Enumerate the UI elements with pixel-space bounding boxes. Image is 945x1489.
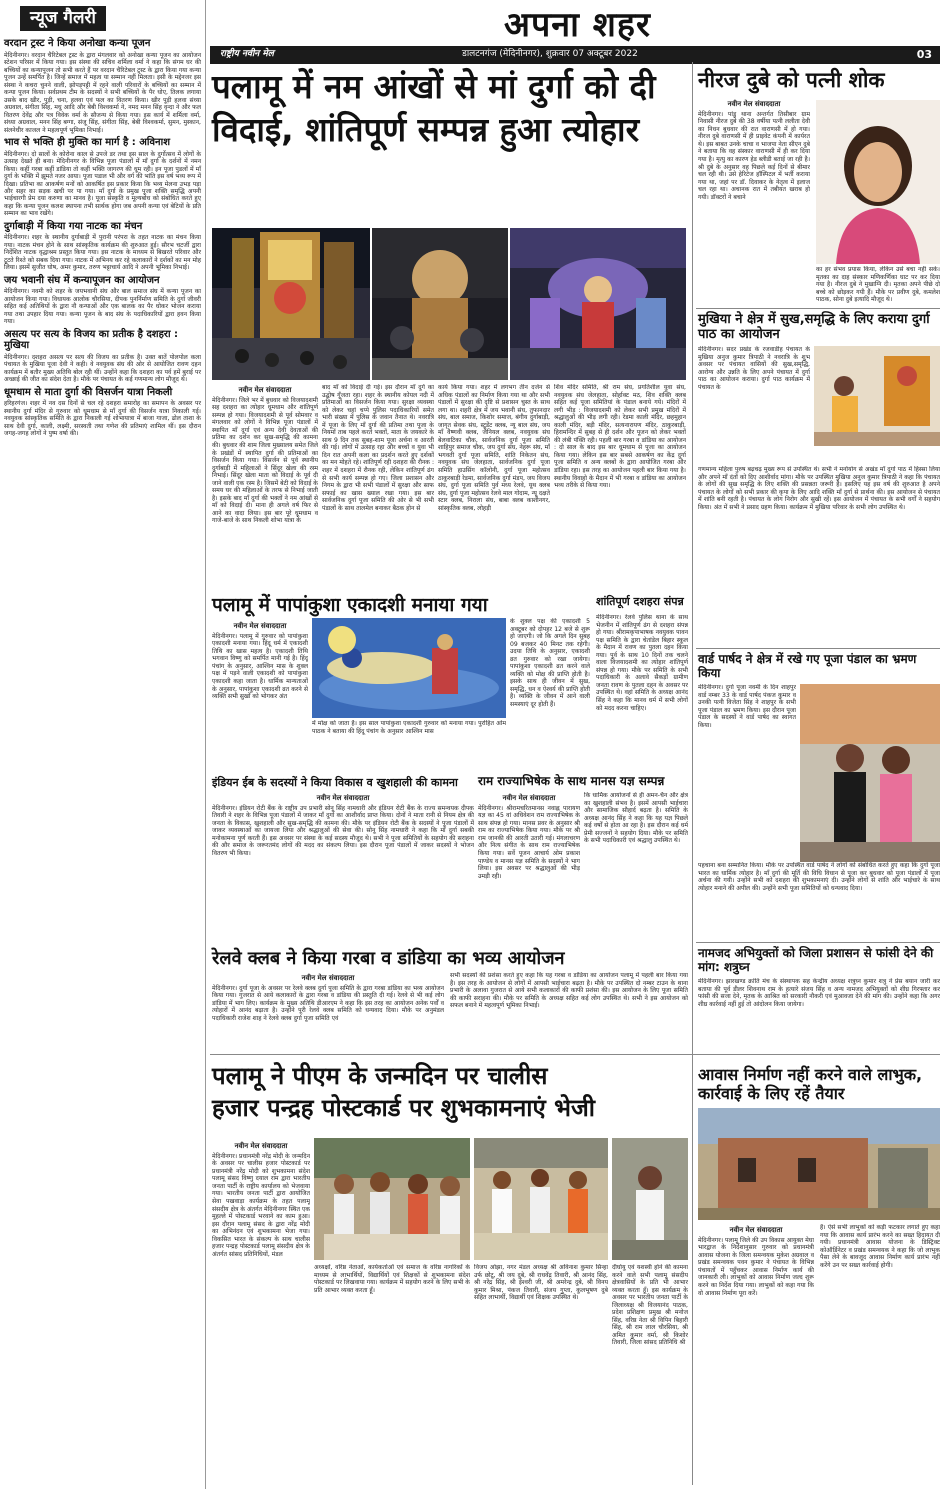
garba-headline: रेलवे क्लब ने किया गरबा व डांडिया का भव्य आयोजन xyxy=(212,948,565,969)
news-gallery-list xyxy=(4,38,201,437)
pm-text-4: दीर्घायु एवं यशस्वी होने की कामना करने वाले सभी पलामू संसदीय क्षेत्रवासियों के प्रति भी आभार व्यक्त करता हूँ। इस कार्यक्रम के अवसर पर भारतीय जनता पार्टी के जिलाध्यक्ष श्री विजयानंद पाठक, प्रदेश प्रशिक्षण प्रमुख श्री मनोज सिंह, वरिष्ठ नेता श्री विपिन बिहारी सिंह, श्री राम लाल चौरसिया, श्री अमित कुमार वर्मा, श्री किशोर तिवारी, जिला सांसद प्रतिनिधि श्री xyxy=(612,1264,688,1347)
naamzad-text: मेदिनीनगर। झारखण्ड क्रांति मंच के संस्थापक सह केन्द्रीय अध्यक्ष शत्रुघ्न कुमार शत्रु ने प्रेस बयान जारी कर बताया की पूर्व डीलर शिवनाथ राम के हत्यारे संजय सिंह व अन्य नामजद अभियुक्तों को शीघ्र गिरफ्तार कर फांसी की सजा देने, मृतक के आश्रित को सरकारी नौकरी एवं मुआवजा देने की मांग की। उन्होंने कहा कि अगर शीघ्र कार्रवाई नहीं हुई तो आंदोलन किया जायेगा। xyxy=(698,978,940,1008)
photo-durga-idol xyxy=(510,228,686,380)
papankusha-text-3: के शुक्ल पक्ष की एकादशी 5 अक्टूबर को दोपहर 12 बजे से शुरू हो जाएगी। जो कि अगले दिन सुबह 09 बजकर 40 मिनट तक रहेगी। उदया तिथि के अनुसार, एकादशी व्रत गुरुवार को रखा जायेगा। पापांकुशा एकादशी व्रत करने वाले व्यक्ति को मोक्ष की प्राप्ति होती है। इसके साथ ही जीवन में सुख, समृद्धि, धन व ऐश्वर्य की प्राप्ति होती है। व्यक्ति के जीवन में आने वाली समस्याएं दूर होती हैं। xyxy=(510,618,590,709)
garba-text-1: मेदिनीनगर। दुर्गा पूजा के अवसर पर रेलवे क्लब दुर्गा पूजा समिति के द्वारा गरबा डांडिया का भव्य आयोजन किया गया। गुजरात से आये कलाकारों के द्वारा गरबा व डांडिया की प्रस्तुति दी गई। रेलवे से भी कई लोग डांडिया में भाग लिए। कार्यक्रम के मुख्य अतिथि डीआरएम ने कहा कि इस तरह का आयोजन अनेक पर्वों व त्योहारों में आनंद बढ़ाता है। उन्होंने पूरी रेलवे क्लब समिति को धन्यवाद दिया। मौके पर अनुमंडल पदाधिकारी राजेश शाह ने रेलवे क्लब दुर्गा पूजा समिति एवं xyxy=(212,984,444,1022)
ward-text-1: मेदिनीनगर। दुर्गा पूजा नवमी के दिन शाहपुर वार्ड नम्बर 33 के वार्ड पार्षद पंकज कुमार व उनकी पत्नी विजेता सिंह ने शाहपुर के सभी पूजा पंडाल का भ्रमण किया। इस दौरान पूजा पंडाल के सदस्यों ने वार्ड पार्षद का स्वागत किया। xyxy=(698,684,796,729)
gallery-item-headline: जय भवानी संघ में कन्यापूजन का आयोजन xyxy=(4,274,160,286)
photo-event xyxy=(474,1138,608,1260)
mukhiya-headline: मुखिया ने क्षेत्र में सुख,समृद्धि के लिए कराया दुर्गा पाठ का आयोजन xyxy=(698,312,930,343)
india-eb-text: मेदिनीनगर। इंडियन रोटी बैंक के राष्ट्रीय उप प्रभारी सोनू सिंह नामधारी और इंडियन रोटी बैंक के राज्य समन्वयक दीपक तिवारी ने शहर के विभिन्न पूजा पंडालों में जाकर माँ दुर्गा का आशीर्वाद प्राप्त किया। दोनों ने माता रानी से नियम क्षेत्र की जनता के विकास, खुशहाली और सुख-समृद्धि की कामना की। मौके पर इंडियन रोटी बैंक के सदस्यों ने पूजा पंडालों में जाकर व्यवस्थाओं का जायजा लिया और श्रद्धालुओं की सेवा की। सोनू सिंह नामधारी ने कहा कि माँ दुर्गा सबकी मनोकामना पूर्ण करती हैं। इस अवसर पर संस्था के कई सदस्य मौजूद थे। सभी ने पूजा समितियों के सहयोग की सराहना की और समाज के जरूरतमंद लोगों की मदद का संकल्प लिया। इस दौरान पूजा पंडालों में जाकर सदस्यों ने भोजन वितरण भी किया। xyxy=(212,804,474,857)
ram-text-2: कि धार्मिक आयोजनों से ही अमन-चैन और क्षेत्र का खुशहाली संभव है। इसमें आपसी भाईचारा और सामाजिक सौहार्द बढ़ता है। समिति के अध्यक्ष आनंद सिंह ने कहा कि यह यज्ञ पिछले कई वर्षों से होता आ रहा है। इस दौरान कई धर्म प्रेमी सज्जनों ने सहयोग दिया। मौके पर समिति के सभी पदाधिकारी एवं श्रद्धालु उपस्थित थे। xyxy=(584,792,688,845)
gallery-item-headline: वरदान ट्रस्ट ने किया अनोखा कन्या पूजन xyxy=(4,38,151,50)
main-byline: नवीन मेल संवाददाता xyxy=(238,386,292,394)
mukhiya-text-2: गणमान्य महिला पुरुष बढ़चढ़ मुख्य रूप से उपस्थित थे। सभी ने मनोयोग से अखंड माँ दुर्गा पाठ में हिस्सा लिया और अपने माँ दंतों को दिए आशीर्वाद मांगा। मौके पर उपस्थित मुखिया अनुज कुमार त्रिपाठी ने कहा कि पंचायत के लोगों की सुख समृद्धि के लिए शक्ति की प्रसन्नता जरूरी है। इसलिए यह इस वर्ष की शुरुआत है अपने पंचायत के लोगों को सभी प्रकार की कृपा के लिए आदि शक्ति माँ दुर्गा से प्रार्थना की। इस आयोजन से पंचायत में शांति बनी रहती है। पंचायत के लोग निरोग और सुखी रहें। इस आयोजन में पंचायत के सभी वर्गों ने सहयोग किया। अंत में सभी ने प्रसाद ग्रहण किया। कार्यक्रम में मुखिया परिवार के सभी लोग उपस्थित थे। xyxy=(698,466,940,511)
page-number: 03 xyxy=(916,48,932,61)
gallery-item-text: मेदिनीनगर। दशहरा असत्य पर सत्य की विजय का प्रतीक है। उक्त बातें पोलपोल कला पंचायत के मुखिया पूजा देवी ने कही। वे नवयुवक संघ की ओर से आयोजित रावण दहन कार्यक्रम में बतौर मुख्य अतिथि बोल रही थीं। उन्होंने कहा कि दशहरा का पर्व हमें बुराई पर अच्छाई की जीत का संदेश देता है। मौके पर पंचायत के कई गणमान्य लोग मौजूद थे। xyxy=(4,353,201,384)
news-gallery-column xyxy=(0,0,206,1489)
photo-portrait xyxy=(816,100,940,264)
gallery-item-headline: धूमधाम से माता दुर्गा की विसर्जन यात्रा निकली xyxy=(4,386,173,398)
neeraj-byline: नवीन मेल संवाददाता xyxy=(727,100,781,108)
photo-vishnu xyxy=(312,618,506,718)
ward-headline: वार्ड पार्षद ने क्षेत्र में रखे गए पूजा पंडाल का भ्रमण किया xyxy=(698,652,917,681)
photo-postcards-image xyxy=(314,1138,470,1260)
main-story-col-3: कार्य किया गया। शहर में लगभग तीन दर्जन से अधिक पंडालों का निर्माण किया गया था और सभी पंडालों में सुरक्षा की दृष्टि से प्रशासन चुस्त के साथ लगा था। शहरी क्षेत्र में जय भवानी संघ, तुफानदार संघ, बाल समाज, किशोर समाज, बंगीय दुर्गाबाड़ी, जागृत सेवक संघ, स्टूडेंट क्लब, न्यू बाल संघ, जय माँ वैष्णवी क्लब, जैनियल क्लब, नवयुवक संघ बेलवाटिका चौक, सार्वजनिक दुर्गा पूजा समिति शाहिपुर समाज चौक, जय दुर्गा संघ, नेहरू संघ, माँ भगवती दुर्गा पूजा समिति, शांति निकेतन संघ, नवयुवक संघ जेलहाता, सार्वजनिक दुर्गा पूजा समिति हाउसिंग कॉलोनी, दुर्गा पूजा महोत्सव ठाकुरबाड़ी रेडमा, सार्वजनिक दुर्गा मंडप, जय विजय संघ, दुर्गा पूजा समिति पुर्व मध्य रेलवे, यूथ क्लब संघ, दुर्गा पूजा महोत्सव रेलवे माल गोदाम, न्यू दक्षते स्टार क्लब, निराला संघ, बाबा क्लब काशीनगर, सांस्कृतिक क्लब, लोहड़ी xyxy=(438,384,550,512)
neeraj-headline: नीरज दुबे को पत्नी शोक xyxy=(698,68,885,92)
gallery-item-text: मेदिनीनगर। दो सालों के कोरोना काल से उपजे डर तथा इस साल के दुर्गोत्सव में लोगों के उत्साह देखते ही बना। मेदिनीनगर के विभिन्न पूजा पंडालों में माँ दुर्गा के दर्शनों में नमन किया। कहीं गरबा कहीं डांडिया तो कहीं भक्ति जागरण की धूम रही। इन पूजा पुडलों में माँ दुर्गा के भक्ति में झूमते नजर आया। पूजा पडाल भी और वर्ग की भांति इस वर्ष भव्य रूप में दिखा। प्रतिभा का आकर्षण मनों को आकर्षित इस प्रकार किया कि भव्य मेलना उभड़ पड़ा और सहर का सड़क खची पर पा गया। माँ दुर्गा के प्रमुख पूजा शक्ति समृद्धि अपनी भाईचारगी प्रेम दया करुणा का मानव है। पूजा संस्कृति व मूल्यबोध को संबोधित करते हुए कहा कि कन्या पूजन कलश स्थापना तभी सार्थक होगा जब अपनी कन्या एवं बेटियों के प्रति सम्मान का भाव रखेंगे। xyxy=(4,150,201,218)
papankusha-text-2: में मोक्ष को जाता है। इस साल पापांकुशा एकादशी गुरुवार को मनाया गया। पुरोहित ओम पाठक ने बताया की हिंदू पंचांग के अनुसार आश्विन मास xyxy=(312,720,506,735)
papankusha-headline: पलामू में पापांकुशा एकादशी मनाया गया xyxy=(212,594,488,616)
main-story-text-1: मेदिनीनगर। जिले भर में बुधवार को विजयादशमी सह दशहरा का त्योहार धूमधाम और शांतिपूर्ण सम्पन्न हो गया। विजयादशमी से पूर्व सोमवार व मंगलवार को लोगों ने विभिन्न पूजा पंडालों में स्थापित माँ दुर्गा एवं अन्य देवी देवताओं की प्रतिमा का दर्शन कर सुख-समृद्धि की कामना की। बुधवार की शाम जिला मुख्यालय समेत जिले के प्रखंडों में स्थापित दुर्गा की प्रतिमाओं का विसर्जन किया गया। विसर्जन से पूर्व स्थानीय दुर्गाबाड़ी में महिलाओं ने सिंदूर खेला की रस्म निभाई। सिंदूर खेला माता को विदाई के पूर्व दी जाने वाली एक रस्म है। जिसमें बेटी को विदाई के समय घर की महिलाओं के तरफ से निभाई जाती है। इसके बाद माँ दुर्गा की भक्तों ने नम आंखों से माँ को विदाई दी। माना ही अगले वर्ष फिर से आने का वादा लिया। इस बार पूरे धूमधाम व गाजे-बाजे के साथ निकली शोभा यात्रा के xyxy=(212,396,318,525)
gallery-item-text: मेदिनीनगर। शहर के स्थानीय दुर्गाबाड़ी में पुरानी परंपरा के तहत नाटक का मंचन किया गया। नाटक मंचन होने के साथ सांस्कृतिक कार्यक्रम की शुरुआत हुई। सौरभ चटर्जी द्वारा निर्देशित नाटक वृद्धाश्रम प्रस्तुत किया गया। इस नाटक के माध्यम से बिखरते परिवार और टूटते रिश्ते को सबक दिया गया। नाटक में अभिनय कर रहे कलाकारों ने दर्शकों का मन मोह लिया। इसमें सुजीत घोष, अमर कुमार, तरुण भट्टाचार्य आदि ने अपनी भूमिका निभाई। xyxy=(4,234,201,272)
column-divider xyxy=(692,62,693,1485)
pm-headline-line-1: पलामू ने पीएम के जन्मदिन पर चालीस xyxy=(212,1062,548,1090)
shanti-dussehra-headline: शांतिपूर्ण दशहरा संपन्न xyxy=(596,595,684,608)
garba-col-1 xyxy=(212,972,444,1050)
papankusha-text-1: मेदिनीनगर। पलामू में गुरुवार को पापांकुशा एकादशी मनाया गया। हिंदू धर्म में एकादशी तिथि का खास महत्व है। एकादशी तिथि भगवान विष्णु को समर्पित मानी गई है। हिंदू पंचांग के अनुसार, आश्विन मास के शुक्ल पक्ष में पड़ने वाली एकादशी को पापांकुशा एकादशी कहा जाता है। धार्मिक मान्यताओं के अनुसार, पापांकुशा एकादशी व्रत करने से व्यक्ति सभी सुखों को भोगकर अंत xyxy=(212,632,308,701)
divider xyxy=(210,1054,940,1055)
photo-group-image xyxy=(612,1138,688,1260)
awas-text-1: मेदिनीनगर। पलामू जिले की उप विकास आयुक्त मेघा भारद्वाज के निर्देशानुसार गुरुवार को प्रधानमंत्री आवास योजना के जिला समन्वयक मुकेश अग्रवाल व प्रखंड समन्वयक पवन कुमार ने पंचायत के विभिन्न पंचायतों में पहुँचकर आवास निर्माण कार्य की जानकारी ली। लाभुकों को आवास निर्माण जल्द शुरू करने का निर्देश दिया गया। लाभुकों को कहा गया कि वो आवास निर्माण पूरा करें। xyxy=(698,1236,814,1297)
pm-text-1: मेदिनीनगर। प्रधानमंत्री नरेंद्र मोदी के जन्मदिन के अवसर पर चालीस हजार पोस्टकार्ड पर प्रधानमंत्री नरेंद्र मोदी को शुभकामना संदेश पलामू संसद विष्णु दयाल राम द्वारा भारतीय जनता पार्टी के राष्ट्रीय कार्यालय को भेजवाया गया। भारतीय जनता पार्टी द्वारा आयोजित सेवा पखवाड़ा कार्यक्रम के तहत पलामू संसदीय क्षेत्र के अंतर्गत मेदिनीनगर स्थित एक मुहल्ले में पोस्टकार्ड भरवाने का काम हुआ। इस दौरान पलामू संसद के द्वारा नरेंद्र मोदी का अभिनंदन एवं शुभकामना भेजा गया। विकसित भारत के संकल्प के साथ चालीस हजार पन्द्रह पोस्टकार्ड पलामू संसदीय क्षेत्र के अंतर्गत सांसद प्रतिनिधियों, मंडल xyxy=(212,1152,310,1258)
photo-durga-path-image xyxy=(814,346,940,446)
main-headline-line-1: पलामू में नम आंखों से मां दुर्गा को दी xyxy=(212,67,656,106)
naamzad-headline: नामजद अभियुक्तों को जिला प्रशासन से फांसी देने की मांग: शत्रुघ्न xyxy=(698,946,934,975)
main-story-col-2: बाद माँ को विदाई दी गई। इस दौरान माँ दुर्गे का उद्घोष गूँजता रहा। शहर के स्थानीय कोयल नदी में प्रतिमाओं का विसर्जन किया गया। सुरक्षा व्यवस्था को लेकर चहां चप्पे पुलिस पदाधिकारियों समेत भारी संख्या में पुलिस के जवान तैनात थे। नवरात्रि में पूजा के लिए माँ दुर्गा की प्रतिमा तथा पूजा के नियमों ताब पहले करते भक्तों, माता के जयकारे के साथ 9 दिन तक सुबह-शाम पूजा अर्चना व आरती की गई। लोगों में उत्साह रहा और बच्चों व युवा भी दिन रात अपनी कला का प्रदर्शन करते हुए दर्शकों का मन मोहते रहे। शांतिपूर्ण रही दशहरा की रौनक : शहर में दशहरा में रौनक रही, लेकिन शांतिपूर्ण ढंग से सभी कार्य सम्पन्न हो गए। जिला प्रशासन और निगम के द्वारा भी सभी पंडालों में सुरक्षा और साफ सफाई का खास ख्याल रखा गया। इस बार सार्वजनिक दुर्गा पूजा समिति की ओर से भी सभी पंडालों के साथ तालमेल बनाकर बैठक होन से xyxy=(322,384,434,512)
pm-byline: नवीन मेल संवाददाता xyxy=(234,1142,288,1150)
gallery-item-text: मेदिनीनगर। नवमी को शहर के जयभवानी संघ और बाल समाज संघ में कन्या पूजन का आयोजन किया गया। विधायक आलोक चौरसिया, दीपक पुनर्निर्माण समिति के दुर्गा जीवरी सहित कई अतिथियों के द्वारा नौ कन्याओं और एक बालक का पैर धोकर भोजन कराया गया तथा उपहार दिया गया। कन्या पूजन के बाद संघ के पदाधिकारियों द्वारा हवन किया गया। xyxy=(4,288,201,326)
garba-text-2: सभी सदस्यों की प्रशंसा करते हुए कहा कि यह गरबा व डांडिया का आयोजन पलामू में पहली बार किया गया है। इस तरह के आयोजन से लोगों में आपसी भाईचारा बढ़ता है। मौके पर उपस्थित दो नम्बर टाउन के थाना प्रभारी के अलावा गुजरात से आये सभी कलाकारों की काफी प्रशंसा की। इस आयोजन के लिए पूजा समिति की काफी सराहना की। मौके पर समिति के अध्यक्ष सहित कई लोग उपस्थित थे। सभी ने इस आयोजन को सफल बनाने में महत्वपूर्ण भूमिका निभाई। xyxy=(450,972,688,1010)
india-eb-byline: नवीन मेल संवाददाता xyxy=(316,794,370,802)
news-gallery-tag: न्यूज गैलरी xyxy=(20,6,106,31)
photo-postcards xyxy=(314,0,470,122)
photo-event-image xyxy=(474,1138,608,1260)
pm-col-1 xyxy=(212,1140,310,1485)
garba-byline: नवीन मेल संवाददाता xyxy=(301,974,355,982)
neeraj-col-1 xyxy=(698,98,810,288)
photo-postcards-frame xyxy=(314,1138,470,1260)
india-eb-story xyxy=(212,792,474,942)
divider xyxy=(696,942,940,943)
gallery-item-text: मेदिनीनगर। वरदान चैरिटेबल ट्रस्ट के द्वारा मंगलवार को अनोखा कन्या पूजन का आयोजन स्टेशन परिसर में किया गया। इस संस्था की सचिव शर्मिला वर्मा ने कहा कि संगम घर की बच्चियों का कन्यापूजन तो सभी करते हैं पर वरदान चैरिटेबल ट्रस्ट के द्वारा किया गया कन्या पूजन उन्हें समर्पित है। जिन्हें समाज में महत्व या सम्मान नहीं मिलता। इसी के मद्देनजर इस संस्था ने कचरा चुनने वाली, झोपड़पट्टी में रहने वाली परिवारों के बच्चियों का सम्मान में कन्या पूजन किया। सर्वप्रथम टीम के सदस्यों ने सभी बच्चियों के पैर धोए, तिलक लगाया उसके बाद खीर, पूड़ी, चना, हलवा एवं फल का वितरण किया। खीर पूड़ी हलवा संध्या अग्रवाल, संगीता सिंह, मधु आदि और बेबी विश्वकर्मा ने, नमद मनन सिंह वृन्दा ने और फल वितरण देवेंद्र और पत्र विवेक वर्मा के सौजन्य से किया गया। इस कार्य में शर्मिला वर्मा, संध्या अग्रवाल, मनन सिंह बग्गा, संजू सिंह, संगीता सिंह, बेबी विश्वकर्मा, सुमन, मुस्कान, संलनेधीर काजल ने महत्वपूर्ण भूमिका निभाई। xyxy=(4,51,201,134)
newspaper-brand: राष्ट्रीय नवीन मेल xyxy=(220,49,274,59)
awas-headline: आवास निर्माण नहीं करने वाले लाभुक, कार्रवाई के लिए रहें तैयार xyxy=(698,1065,923,1103)
neeraj-text-1: मेदिनीनगर। पांडु थाना अन्तर्गत तिसीबार ग्राम निवासी नीरज दुबे की 38 वर्षीया पत्नी ललीता देवी का निधन बुधवार की रात वाराणसी में हो गया। नीरज दुबे वाराणसी में ही प्राइवेट कंपनी में कार्यरत थे। इस बाबत उनके चाचा व भाजपा नेता सीएन दुबे ने बताया कि वह संस्कार वाराणसी में ही कर दिया गया है। मृत्यु का कारण हेड ब्लीडी बताई जा रही है। श्री दुबे के अनुसार वह पिछले कई दिनों से बीमार चल रही थी। उसे हेरिटेज हॉस्पिटल में भर्ती कराया गया था, जहां पर डॉ. दिवाकर के नेतृत्व में इलाज चल रहा था। अचानक रात में तबीयत खराब हो गयी। डॉक्टरों ने बचाने xyxy=(698,110,810,201)
gallery-item-headline: असत्य पर सत्य के विजय का प्रतीक है दशहरा : मुखिया xyxy=(4,328,179,352)
pm-text-3: विजय ओझा, नगर मंडल अध्यक्ष श्री अविनाश कुमार सिन्हा उर्फ छोटू, श्री जय दुबे, श्री राधवेंद्र तिवारी, श्री आनंद सिंह, श्री नरेंद्र सिंह, श्री ईश्वरी जी, श्री अमरेन्द्र दुबे, श्री विनय कुमार मिश्रा, पंकज तिवारी, संजय गुप्ता, कुलभूषण दुबे सहित लाभार्थी, विद्यार्थी एवं शिक्षक उपस्थित थे। xyxy=(474,1264,608,1302)
photo-procession xyxy=(212,228,370,380)
photo-house xyxy=(698,1108,940,1220)
main-headline-line-2: विदाई, शांतिपूर्ण सम्पन्न हुआ त्योहार xyxy=(212,109,640,149)
photo-immersion xyxy=(372,228,508,380)
pm-headline xyxy=(212,1060,682,1125)
photo-ward-image xyxy=(800,684,940,862)
main-story-col-4: शिव मंदिर समिति, श्री राम संघ, प्रगतिशील युवा संघ, नवयुवक संघ जेलहाता, सोर्हाक्ट मठ, शिव शक्ति क्लब सहित कई पूजा समितियां के पंडाल बनाये गये। मंदिरों में लगी भीड़ : विजयादशमी को लेकर सभी प्रमुख मंदिरों में श्रद्धालुओं की भीड़ लगी रही। रेडमा काली मंदिर, छहमुहान काली मंदिर, बड़ी मंदिर, सत्यनारायण मंदिर, ठाकुरबाड़ी, हिरामन्दिर में सुबह से ही दर्शन और पूजन को लेकर भक्तों की लंबी पंक्ति रही। पहली बार गरबा व डांडिया का आयोजन : दो साल के बाद इस बार धूमधाम से पूजा का आयोजन किया गया। लेकिन इस बार सबसे आकर्षण का केंद्र दुर्गा पूजा समिति व अन्य क्लबों के द्वारा आयोजित गरबा और डांडिया रहा। इस तरह का आयोजन पहली बार किया गया है। स्थानीय विवाहो के मैदान में भी गरबा व डांडिया का आयोजन भव्य तरीके से किया गया। xyxy=(554,384,686,490)
date-line: डालटनगंज (मेदिनीनगर), शुक्रवार 07 अक्टूबर 2022 xyxy=(462,49,638,59)
divider xyxy=(696,308,940,309)
gallery-item-text: हरिहरगंज। शहर में नव दस दिनों से चल रहे दशहरा समारोह का समापन के अवसर पर स्थानीय दुर्गा मंदिर से गुरुवार को धूमधाम से माँ दुर्गा की विसर्जन यात्रा निकाली गई। नवयुवक सांस्कृतिक समिति के द्वारा निकाली गई शोभायात्रा में बाजा गाजा, ढोल ताशा के साथ देवी दुर्गा, काली, लक्ष्मी, सरस्वती तथा गणेश की प्रतिमाएं शामिल थीं। इस दौरान जगह-जगह लोगों ने पुष्प वर्षा की। xyxy=(4,400,201,438)
photo-portrait-image xyxy=(816,100,940,264)
awas-col-1 xyxy=(698,1224,814,1484)
photo-procession-image xyxy=(212,228,370,380)
photo-durga-idol-image xyxy=(510,228,686,380)
ram-byline: नवीन मेल संवाददाता xyxy=(502,794,556,802)
shanti-dussehra-text: मेदिनीनगर। रेलवे पुलिस थाना के साथ भेजनीन में शांतिपूर्ण ढंग से दशहरा संपन्न हो गया। श्रीरामकृपाभाषक नवयुवक पावन पक्ष समिति के द्वारा चेतांडेल बिहार स्कूल के मैदान में रावण का पुतला दहन किया गया। पूर्व के साथ 10 दिनों तक चलने वाला विजयादशमी का त्योहार शांतिपूर्ण संपन्न हो गया। मौके पर समिति के सभी पदाधिकारी के अलावे सैकड़ों ग्रामीण जनता रावण के पुतला दहन के अवसर पर उपस्थित थे। वहां समिति के अध्यक्ष आनंद सिंह ने कहा कि मानव धर्म में सभी लोगों को मदद करना चाहिए। xyxy=(596,614,688,712)
papankusha-col-1 xyxy=(212,620,308,770)
papankusha-byline: नवीन मेल संवाददाता xyxy=(233,622,287,630)
section-title: अपना शहर xyxy=(504,5,651,45)
gallery-item-headline: भाव से भक्ति ही मुक्ति का मार्ग है : अविनाश xyxy=(4,137,170,149)
awas-text-2: है। ऐसे सभी लाभुकों को कड़ी फटकार लगाते हुए कहा गया कि आवास कार्य प्रारंभ करने का सख्त हिदायत दी गयी। प्रधानमंत्री आवास योजना के डिस्ट्रिक्ट कोऑर्डिनेटर व प्रखंड समन्वयक ने कहा कि जो लाभुक पैसा लेने के बावजूद आवास निर्माण कार्य प्रारंभ नहीं करेंगे उन पर सख्त कार्रवाई होगी। xyxy=(820,1224,940,1269)
neeraj-text-2: का हर संभव प्रयास किया, लेकिन उसे बचा नहीं सके। मृतका का दाह संस्कार मणिकर्णिका घाट पर कर दिया गया है। नीरज दुबे ने मुखाग्नि दी। मृतका अपने पीछे दो बच्चे को छोड़कर गयी हैं। मौके पर प्रवीण दुबे, कमलेश पाठक, सोना दुबे इत्यादि मौजूद थे। xyxy=(816,266,940,304)
awas-byline: नवीन मेल संवाददाता xyxy=(729,1226,783,1234)
main-story-col-1 xyxy=(212,384,318,582)
pm-headline-line-2: हजार पन्द्रह पोस्टकार्ड पर शुभकामनाएं भेजी xyxy=(212,1094,596,1123)
india-eb-headline: इंडियन ईब के सदस्यों ने किया विकास व खुशहाली की कामना xyxy=(212,776,458,789)
photo-vishnu-image xyxy=(312,618,506,718)
ram-col-1 xyxy=(478,792,580,942)
pm-text-2: अध्यक्षों, वरिष्ठ नेताओं, कार्यकर्ताओं एवं समाज के वरिष्ठ नागरिकों के माध्यम से लाभार्थियों, विद्यार्थियों एवं शिक्षकों से शुभकामना संदेश पोस्टकार्ड पर लिखवाया गया। कार्यक्रम में सहयोग करने के लिए सभी के प्रति आभार व्यक्त करता हूँ। xyxy=(314,1264,470,1294)
divider xyxy=(696,648,940,649)
photo-group xyxy=(612,1138,688,1260)
ram-text-1: मेदिनीनगर। श्रीरामचरितमानस नवाह्न पारायण यज्ञ का 45 वां अधिवेशन राम राज्याभिषेक के साथ संपन्न हो गया। मानस प्रवर के अनुसार श्री राम का राज्याभिषेक किया गया। मौके पर श्री राम जानकी की आरती उतारी गई। मंगलाचरण और नित्य संगीत के साथ राम राज्याभिषेक किया गया। सर्वे पूजन आचार्य ओम प्रकाश पाण्डेय व मानस यज्ञ समिति के सदस्यों ने भाग लिया। इस अवसर पर श्रद्धालुओं की भीड़ उमड़ी रही। xyxy=(478,804,580,880)
photo-durga-path xyxy=(814,346,940,446)
gallery-item-headline: दुर्गाबाड़ी में किया गया नाटक का मंचन xyxy=(4,220,143,232)
ward-text-2: पहचाना बना सम्मानित किया। मौके पर उपस्थित वार्ड पार्षद ने लोगों को संबोधित करते हुए कहा कि दुर्गा पूजा भारत का धार्मिक त्योहार है। माँ दुर्गा की मूर्ति की विधि विधान से पूजा कर बुधवार को पूजा पंडालों में पूजा अर्चना की गयी। उन्होंने सभी को दशहरा की शुभकामनाएं दी। उन्होंने लोगों से शांति और भाईचारे के साथ त्योहार मनाने की अपील की। उन्होंने सभी पूजा समितियों को धन्यवाद दिया। xyxy=(698,862,940,892)
ram-headline: राम राज्याभिषेक के साथ मानस यज्ञ सम्पन्न xyxy=(478,774,665,788)
photo-immersion-image xyxy=(372,228,508,380)
photo-ward xyxy=(800,684,940,862)
mukhiya-text-1: मेदिनीनगर। सदर प्रखंड के रजवाडीह पंचायत के मुखिया अनुज कुमार त्रिपाठी ने नवरात्रि के शुभ अवसर पर पंचायत वासियों की सुख,समृद्धि, आरोग्य और उन्नति के लिए अपने पंचायत में दुर्गा पाठ का आयोजन कराया। दुर्गा पाठ कार्यक्रम में पंचायत के xyxy=(698,346,810,391)
photo-house-image xyxy=(698,1108,940,1220)
